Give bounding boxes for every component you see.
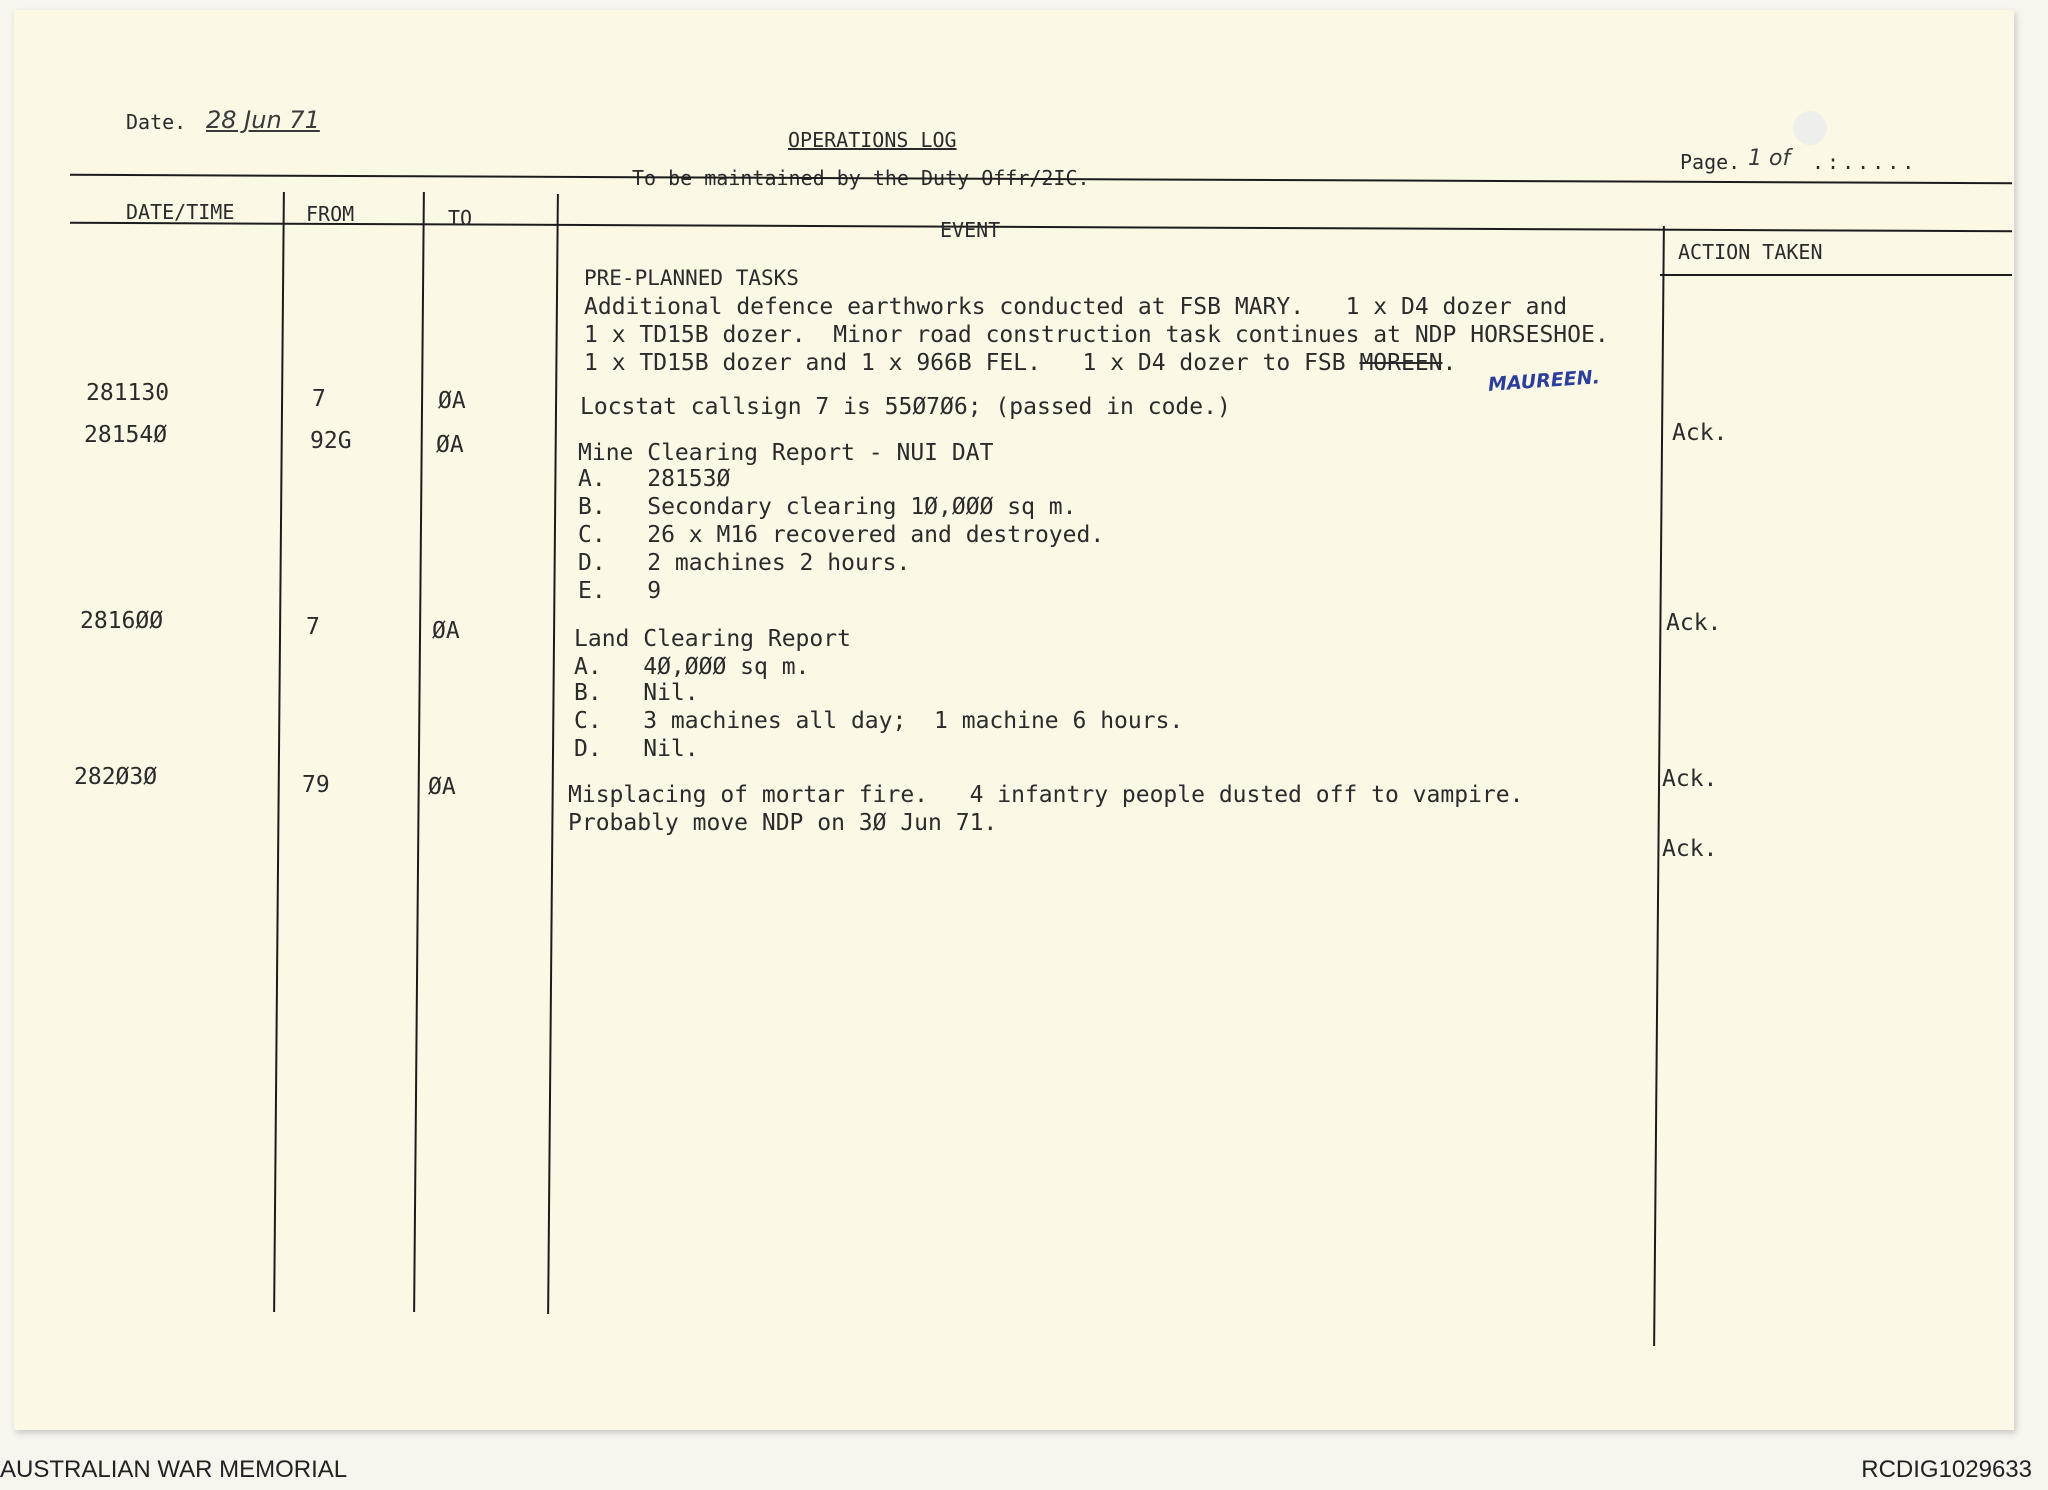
preplanned-line: Additional defence earthworks conducted at FSB MARY. 1 x D4 dozer and: [584, 294, 1568, 320]
entry-from: 79: [302, 772, 330, 798]
entry-event-line: Mine Clearing Report - NUI DAT: [578, 440, 994, 466]
page-number-value: 1 of: [1748, 146, 1791, 171]
col-header-from: FROM: [306, 202, 355, 226]
strike-punctuation: .: [1442, 350, 1457, 376]
entry-from: 7: [312, 386, 326, 412]
entry-event-line: Locstat callsign 7 is 55Ø7Ø6; (passed in code.): [580, 394, 1231, 420]
preplanned-line: 1 x TD15B dozer. Minor road construction task continues at NDP HORSESHOE.: [584, 322, 1609, 348]
entry-time: 2816ØØ: [80, 608, 164, 634]
entry-event-line: B. Secondary clearing 1Ø,ØØØ sq m.: [578, 494, 1077, 520]
preplanned-heading: PRE-PLANNED TASKS: [584, 266, 799, 290]
entry-to: ØA: [428, 774, 456, 800]
entry-event-line: Misplacing of mortar fire. 4 infantry people dusted off to vampire.: [568, 782, 1524, 808]
page-number-dots: .:.....: [1812, 150, 1918, 174]
col-header-to: TO: [448, 206, 473, 230]
entry-action: Ack.: [1666, 610, 1722, 636]
entry-event-line: D. Nil.: [574, 736, 699, 762]
entry-action: Ack.: [1672, 420, 1728, 446]
entry-event-line: C. 26 x M16 recovered and destroyed.: [578, 522, 1105, 548]
entry-from: 92G: [310, 428, 352, 454]
entry-event-line: E. 9: [578, 578, 662, 604]
entry-event-line: Land Clearing Report: [574, 626, 851, 652]
date-label: Date.: [126, 110, 187, 134]
entry-to: ØA: [432, 618, 460, 644]
archive-credit: AUSTRALIAN WAR MEMORIAL: [0, 1456, 348, 1483]
entry-action: Ack.: [1662, 766, 1718, 792]
entry-time: 28154Ø: [84, 422, 168, 448]
entry-event-line: A. 4Ø,ØØØ sq m.: [574, 654, 810, 680]
date-value: 28 Jun 71: [206, 106, 320, 134]
preplanned-text: 1 x TD15B dozer and 1 x 966B FEL. 1 x D4 dozer to FSB: [584, 350, 1360, 376]
entry-event-line: C. 3 machines all day; 1 machine 6 hours.: [574, 708, 1184, 734]
entry-time: 281130: [86, 380, 170, 406]
entry-time: 282Ø3Ø: [74, 764, 158, 790]
entry-event-line: Probably move NDP on 3Ø Jun 71.: [568, 810, 998, 836]
entry-event-line: D. 2 machines 2 hours.: [578, 550, 911, 576]
col-header-event: EVENT: [940, 218, 1001, 242]
col-header-action: ACTION TAKEN: [1678, 240, 1823, 264]
entry-from: 7: [306, 614, 320, 640]
archive-id: RCDIG1029633: [1861, 1456, 2032, 1483]
entry-to: ØA: [436, 432, 464, 458]
handwritten-correction: MAUREEN.: [1487, 366, 1601, 396]
preplanned-line: [584, 350, 1456, 376]
entry-action-2: Ack.: [1662, 836, 1718, 862]
punch-hole: [1793, 111, 1827, 145]
entry-event-line: B. Nil.: [574, 680, 699, 706]
page-title: OPERATIONS LOG: [788, 128, 957, 152]
page-number-label: Page.: [1680, 150, 1741, 174]
action-header-rule: [1660, 274, 2012, 276]
entry-event-line: A. 28153Ø: [578, 466, 731, 492]
entry-to: ØA: [438, 388, 466, 414]
struck-word: MOREEN: [1359, 350, 1443, 376]
col-header-datetime: DATE/TIME: [126, 200, 235, 224]
